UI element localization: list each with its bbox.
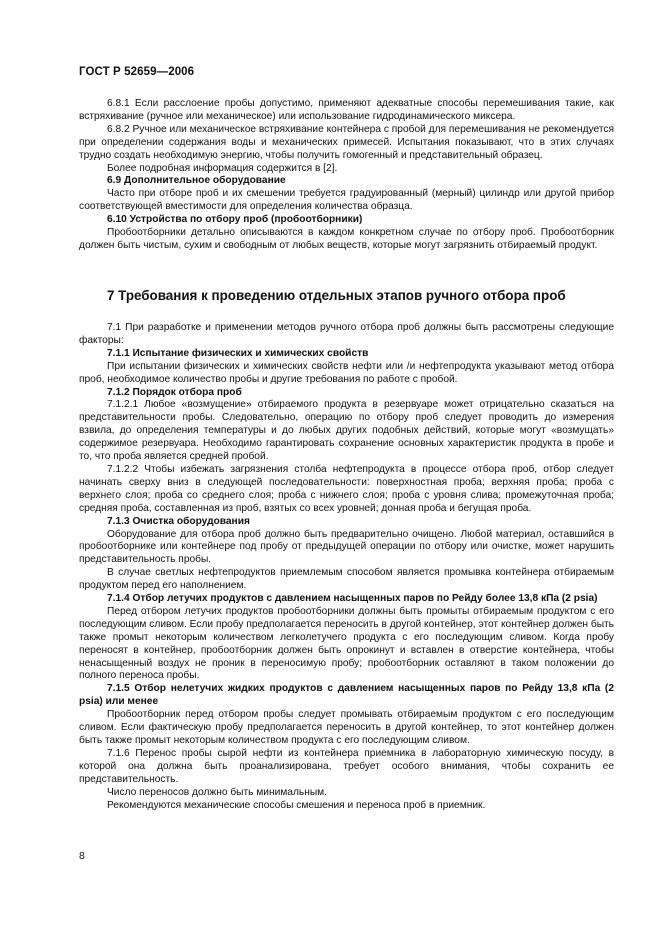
subsection-heading: 6.9 Дополнительное оборудование	[107, 175, 286, 187]
text-block-6-8	[79, 98, 614, 253]
subsection-heading: 7.1.3 Очистка оборудования	[107, 515, 250, 527]
paragraph: Часто при отборе проб и их смешении требуется градуированный (мерный) цилиндр или другой прибор соответствующей вместимости для определения количества образца.	[79, 188, 614, 213]
paragraph: 7.1 При разработке и применении методов ручного отбора проб должны быть рассмотрены следующие факторы:	[79, 322, 614, 346]
paragraph: Пробоотборники детально описываются в каждом конкретном случае по отбору проб. Пробоотборник должен быть чистым, сухим и свободным от любых веществ, которые могут загрязнить отбираемый продукт.	[79, 227, 614, 251]
subsection-heading: 7.1.5 Отбор нелетучих жидких продуктов с давлением насыщенных паров по Рейду 13,8 кПа (2 psia) или менее	[79, 683, 614, 708]
subsection-heading: 6.10 Устройства по отбору проб (пробоотборники)	[107, 214, 363, 226]
page-number: 8	[79, 850, 85, 862]
text-block-7	[79, 322, 614, 812]
subsection-heading: 7.1.4 Отбор летучих продуктов с давлением насыщенных паров по Рейду более 13,8 кПа (2 psia)	[107, 593, 598, 605]
paragraph: 6.8.2 Ручное или механическое встряхивание контейнера с пробой для перемешивания не рекомендуется при определении содержания воды и механических примесей. Испытания показывают, что в этих случаях трудно создать необходимую энергию, чтобы получить гомогенный и представительный образец.	[79, 123, 614, 161]
document-header: ГОСТ Р 52659—2006	[79, 66, 195, 78]
paragraph: 6.8.1 Если расслоение пробы допустимо, применяют адекватные способы перемешивания такие, как встряхивание (ручное или механическое) или использование гидродинамического миксера.	[79, 98, 614, 122]
paragraph: 7.1.2.1 Любое «возмущение» отбираемого продукта в резервуаре может отрицательно сказаться на представительности пробы. Следовательно, операцию по отбору проб следует проводить до измерения взвила, до определения температуры и до любых других подобных действий, которые могут «возмущать» содержимое резервуара. Необходимо гарантировать сохранение основных характеристик продукта в пробе и то, что проба является средней пробой.	[79, 399, 614, 463]
paragraph: Более подробная информация содержится в [2].	[107, 162, 338, 174]
subsection-heading: 7.1.2 Порядок отбора проб	[107, 386, 242, 398]
paragraph: 7.1.6 Перенос пробы сырой нефти из контейнера приемника в лабораторную химическую посуду, в которой она должна быть проанализирована, требует особого внимания, чтобы сохранить ее представительность.	[79, 747, 614, 785]
paragraph: Число переносов должно быть минимальным.	[107, 786, 327, 798]
section-7-title: 7 Требования к проведению отдельных этапов ручного отбора проб	[107, 288, 566, 303]
paragraph: Пробоотборник перед отбором пробы следует промывать отбираемым продуктом с его последующим сливом. Если фактическую пробу предполагается переносить в другой контейнер, то этот контейнер должен быть также промыт некоторым количеством продукта с его последующим сливом.	[79, 709, 614, 746]
subsection-heading: 7.1.1 Испытание физических и химических свойств	[107, 347, 369, 359]
paragraph: Перед отбором летучих продуктов пробоотборники должны быть промыты отбираемым продуктом с его последующим сливом. Если пробу предполагается переносить в другой контейнер, этот контейнер должен быть также промыт некоторым количеством легколетучего продукта с его последующим сливом. Когда пробу переносят в контейнер, пробоотборник должен быть опрокинут и вставлен в отверстие контейнера, чтобы ненасыщенный воздух не проник в переносимую пробу; пробоотборник оставляют в таком положении до полного переноса пробы.	[79, 605, 614, 682]
paragraph: В случае светлых нефтепродуктов приемлемым способом является промывка контейнера отбираемым продуктом перед его наполнением.	[79, 567, 614, 592]
paragraph: 7.1.2.2 Чтобы избежать загрязнения столба нефтепродукта в процессе отбора проб, отбор следует начинать сверху вниз в следующей последовательности: поверхностная проба; верхняя проба; проба с верхнего слоя; проба со среднего слоя; проба с нижнего слоя; проба с уровня слива; промежуточная проба; средняя проба, составленная из проб, взятых со всех уровней; донная проба и бегущая проба.	[79, 463, 614, 514]
paragraph: Оборудование для отбора проб должно быть предварительно очищено. Любой материал, оставшийся в пробоотборнике или контейнере под пробу от предыдущей операции по отбору или очистке, может нарушить представительность пробы.	[79, 528, 614, 566]
paragraph: Рекомендуются механические способы смешения и переноса проб в приемник.	[107, 799, 486, 811]
paragraph: При испытании физических и химических свойств нефти или /и нефтепродукта указывают метод отбора проб, необходимое количество пробы и другие требования по работе с пробой.	[79, 360, 614, 385]
